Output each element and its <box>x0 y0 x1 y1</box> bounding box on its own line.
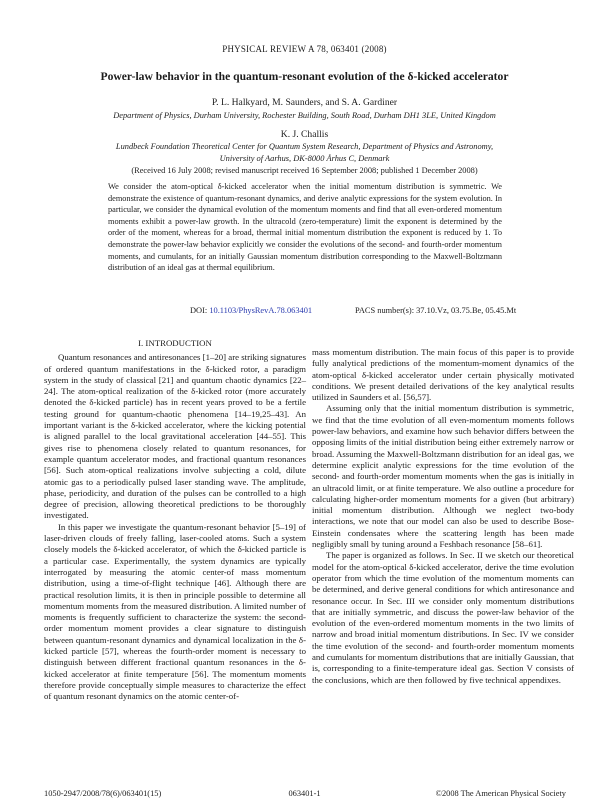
journal-header: PHYSICAL REVIEW A 78, 063401 (2008) <box>222 44 387 54</box>
affiliation-aarhus <box>60 141 549 165</box>
pacs-numbers: PACS number(s): 37.10.Vz, 03.75.Be, 05.45.Mt <box>355 306 517 315</box>
affiliation-durham: Department of Physics, Durham University, Rochester Building, South Road, Durham DH1 3LE, United Kingdom <box>113 111 496 120</box>
paragraph-intro-continued: mass momentum distribution. The main focus of this paper is to provide fully analytical predictions of the momentum-moment dynamics of the atom-optical δ-kicked accelerator under certain physically motivated conditions. We present detailed derivations of the key analytical results utilized in Saunders et al. [56,57]. <box>312 347 574 403</box>
footer-code: 1050-2947/2008/78(6)/063401(15) <box>44 789 162 798</box>
body-column-left <box>44 338 306 703</box>
author-list: P. L. Halkyard, M. Saunders, and S. A. Gardiner <box>211 97 398 108</box>
paper-title: Power-law behavior in the quantum-resonant evolution of the δ-kicked accelerator <box>100 70 509 83</box>
received-dates: (Received 16 July 2008; revised manuscript received 16 September 2008; published 1 December 2008) <box>131 166 478 175</box>
affiliation-aarhus-line2: University of Aarhus, DK-8000 Århus C, Denmark <box>219 154 390 163</box>
paragraph-intro-2: In this paper we investigate the quantum-resonant behavior [5–19] of laser-driven clouds of freely falling, laser-cooled atoms. Such a system closely models the δ-kicked accelerator, of which the δ-kicked particle is a particular case. Experimentally, the system dynamics are typically interrogated by measuring the atomic center-of mass momentum distribution, using a time-of-flight technique [46]. Although there are practical resolution limits, it is then in principle possible to determine all momentum moments from the measured distribution. A limited number of moments is frequently sufficient to characterize the system: the second-order momentum moment provides a clear signature to distinguish between quantum-resonant dynamics and dynamical localization in the δ-kicked particle [57], whereas the fourth-order moment is necessary to distinguish between different fractional quantum resonances in the δ-kicked accelerator at finite temperature [56]. The momentum moments therefore provide conceptually simple measures to characterize the effect of quantum resonant dynamics on the atomic center-of- <box>44 521 306 702</box>
page-number: 063401-1 <box>288 789 321 798</box>
section-heading-introduction: I. INTRODUCTION <box>138 338 212 348</box>
paragraph-intro-1: Quantum resonances and antiresonances [1–20] are striking signatures of ordered quantum manifestations in the δ-kicked rotor, a paradigm system in the study of classical [21] and quantum chaotic dynamics [22–24]. The atom-optical realization of the δ-kicked rotor (more accurately denoted the δ-kicked particle) has in recent years proved to be a fertile testing ground for quantum-chaotic phenomena [14–19,25–43]. An important variant is the δ-kicked accelerator, where the kicking potential is aligned parallel to the local gravitational acceleration [44–55]. This gives rise to phenomena closely related to quantum resonances, for example quantum accelerator modes, and fractional quantum resonances [56]. Such atom-optical realizations involve subjecting a cold, dilute atomic gas to a periodically pulsed laser standing wave. The amplitude, phase, periodicity, and duration of the pulses can be controlled to a high degree of precision, allowing theoretical predictions to be thoroughly investigated. <box>44 352 306 521</box>
doi-link[interactable]: 10.1103/PhysRevA.78.063401 <box>209 306 313 315</box>
doi-label: DOI: <box>190 306 208 315</box>
body-column-right <box>312 347 574 686</box>
paragraph-intro-4: The paper is organized as follows. In Sec. II we sketch our theoretical model for the atom-optical δ-kicked accelerator, derive the time evolution operator from which the time evolution of the momentum moments can be determined, and derive general conditions for which antiresonance and resonance occur. In Sec. III we consider only momentum distributions that are initially symmetric, and discuss the power-law behavior of the evolution of the even-ordered momentum moments in the two limits of narrow and broad initial momentum distributions. In Sec. IV we consider the time evolution of the second- and fourth-order momentum moments and cumulants for momentum distributions that are initially Gaussian, that is, corresponding to a finite-temperature ideal gas. Section V consists of the conclusions, which are then followed by five technical appendixes. <box>312 550 574 685</box>
abstract: We consider the atom-optical δ-kicked accelerator when the initial momentum distribution is symmetric. We demonstrate the existence of quantum-resonant dynamics, and derive analytic expressions for the system evolution. In particular, we consider the dynamical evolution of the momentum moments and find that all even-ordered momentum moments exhibit a power-law growth. In the ultracold (zero-temperature) limit the exponent is determined by the order of the moment, whereas for a broad, thermal initial momentum distribution the exponent is reduced by 1. To demonstrate the power-law behavior explicitly we consider the evolutions of the second- and fourth-order momentum moments, and cumulants, for an initially Gaussian momentum distribution corresponding to the Maxwell-Boltzmann distribution of an ideal gas at thermal equilibrium. <box>108 182 502 273</box>
doi <box>190 306 312 315</box>
author-list-second: K. J. Challis <box>280 129 329 140</box>
paragraph-intro-3: Assuming only that the initial momentum distribution is symmetric, we find that the time evolution of all even-momentum moments follows power-law behaviors, and examine how such behavior differs between the opposing limits of the initial distribution being either extremely narrow or broad. Assuming the Maxwell-Boltzmann distribution for an ideal gas, we determine explicit analytic expressions for the time evolution of the second- and fourth-order momentum moments when the gas is initially in an ultracold limit, or at finite temperature. We also outline a procedure for calculating higher-order momentum moments for a given (but arbitrary) initial momentum distribution. Although we neglect two-body interactions, we note that our model can also be used to describe Bose-Einstein condensates where the scattering length has been made negligibly small by tuning around a Feshbach resonance [58–61]. <box>312 403 574 550</box>
affiliation-aarhus-line1: Lundbeck Foundation Theoretical Center for Quantum System Research, Department of Physics and Astronomy, <box>115 142 494 151</box>
copyright: ©2008 The American Physical Society <box>435 789 566 798</box>
